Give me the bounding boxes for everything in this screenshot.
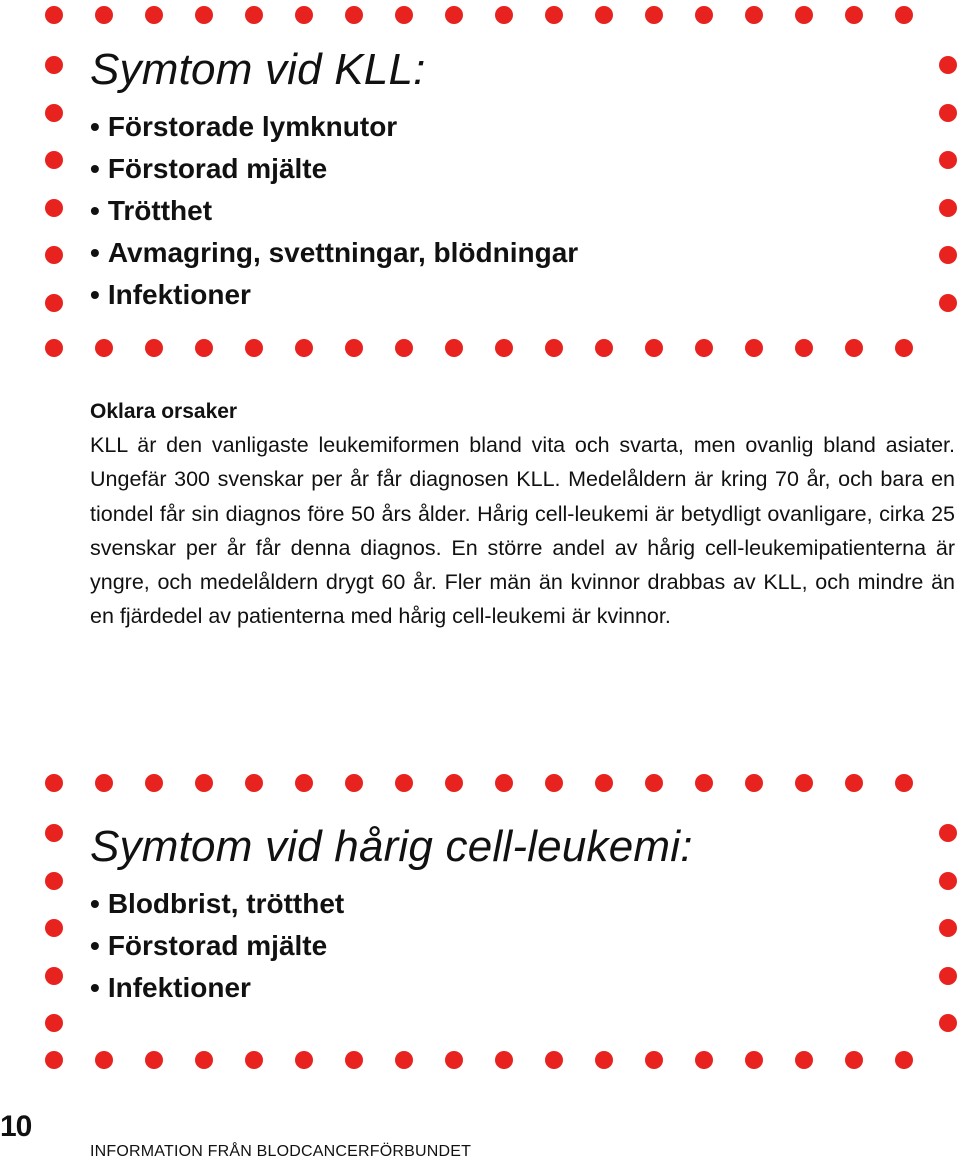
border-dot (745, 1051, 763, 1069)
border-dot (245, 339, 263, 357)
border-dot (245, 774, 263, 792)
border-dot (345, 774, 363, 792)
border-dot (545, 1051, 563, 1069)
border-dot (895, 1051, 913, 1069)
border-dot (695, 1051, 713, 1069)
border-dot (939, 104, 957, 122)
border-dot (895, 6, 913, 24)
border-dot (795, 1051, 813, 1069)
border-dot (45, 774, 63, 792)
border-dot (845, 339, 863, 357)
border-dot (95, 6, 113, 24)
symptom-list (90, 883, 344, 1009)
border-dot (45, 6, 63, 24)
border-dot (45, 1051, 63, 1069)
border-dot (939, 56, 957, 74)
border-dot (645, 6, 663, 24)
border-dot (545, 774, 563, 792)
border-dot (645, 1051, 663, 1069)
border-dot (95, 774, 113, 792)
border-dot (45, 246, 63, 264)
border-dot (495, 339, 513, 357)
border-dot (695, 6, 713, 24)
list-item: • Infektioner (90, 967, 344, 1009)
list-item: • Blodbrist, trötthet (90, 883, 344, 925)
border-dot (145, 6, 163, 24)
list-item: • Infektioner (90, 274, 578, 316)
border-dot (745, 339, 763, 357)
border-dot (145, 774, 163, 792)
border-dot (495, 774, 513, 792)
border-dot (45, 56, 63, 74)
border-dot (939, 151, 957, 169)
border-dot (939, 246, 957, 264)
border-dot (845, 1051, 863, 1069)
border-dot (45, 151, 63, 169)
symptom-list (90, 106, 578, 316)
border-dot (545, 6, 563, 24)
border-dot (145, 1051, 163, 1069)
border-dot (695, 339, 713, 357)
border-dot (45, 872, 63, 890)
border-dot (45, 339, 63, 357)
border-dot (595, 339, 613, 357)
border-dot (195, 1051, 213, 1069)
footer-publication: INFORMATION FRÅN BLODCANCERFÖRBUNDET (90, 1143, 472, 1160)
list-item: • Trötthet (90, 190, 578, 232)
border-dot (595, 6, 613, 24)
border-dot (45, 294, 63, 312)
list-item: • Förstorade lymknutor (90, 106, 578, 148)
page-number: 10 (0, 1110, 32, 1143)
border-dot (195, 339, 213, 357)
border-dot (495, 6, 513, 24)
list-item: • Förstorad mjälte (90, 148, 578, 190)
border-dot (345, 339, 363, 357)
border-dot (845, 774, 863, 792)
border-dot (395, 339, 413, 357)
border-dot (45, 919, 63, 937)
border-dot (45, 199, 63, 217)
border-dot (845, 6, 863, 24)
border-dot (645, 339, 663, 357)
border-dot (95, 339, 113, 357)
section-body: KLL är den vanligaste leukemiformen bland vita och svarta, men ovanlig bland asiater. Ungefär 300 svenskar per år får diagnosen KLL. Medelåldern är kring 70 år, och bara en tiondel får sin diagnos före 50 års ålder. Hårig cell-leukemi är betydligt ovanligare, cirka 25 svenskar per år får denna diagnos. En större andel av hårig cell-leukemipatienterna är yngre, och medelåldern drygt 60 år. Fler män än kvinnor drabbas av KLL, och mindre än en fjärdedel av patienterna med hårig cell-leukemi är kvinnor. (90, 433, 955, 629)
list-item: • Förstorad mjälte (90, 925, 344, 967)
box-title: Symtom vid hårig cell-leukemi: (90, 822, 693, 871)
border-dot (645, 774, 663, 792)
box-title: Symtom vid KLL: (90, 45, 426, 94)
border-dot (345, 6, 363, 24)
border-dot (445, 774, 463, 792)
border-dot (45, 1014, 63, 1032)
section-heading: Oklara orsaker (90, 400, 238, 423)
border-dot (745, 6, 763, 24)
border-dot (95, 1051, 113, 1069)
border-dot (145, 339, 163, 357)
border-dot (245, 6, 263, 24)
border-dot (939, 872, 957, 890)
border-dot (895, 339, 913, 357)
border-dot (195, 774, 213, 792)
border-dot (445, 1051, 463, 1069)
border-dot (939, 199, 957, 217)
border-dot (45, 104, 63, 122)
border-dot (195, 6, 213, 24)
border-dot (595, 1051, 613, 1069)
border-dot (939, 919, 957, 937)
border-dot (245, 1051, 263, 1069)
border-dot (595, 774, 613, 792)
border-dot (939, 967, 957, 985)
border-dot (295, 774, 313, 792)
border-dot (295, 339, 313, 357)
list-item: • Avmagring, svettningar, blödningar (90, 232, 578, 274)
border-dot (745, 774, 763, 792)
border-dot (495, 1051, 513, 1069)
border-dot (295, 1051, 313, 1069)
border-dot (695, 774, 713, 792)
border-dot (795, 774, 813, 792)
border-dot (939, 1014, 957, 1032)
border-dot (45, 824, 63, 842)
border-dot (445, 339, 463, 357)
border-dot (395, 6, 413, 24)
border-dot (545, 339, 563, 357)
border-dot (939, 824, 957, 842)
border-dot (45, 967, 63, 985)
border-dot (345, 1051, 363, 1069)
border-dot (445, 6, 463, 24)
border-dot (795, 6, 813, 24)
border-dot (895, 774, 913, 792)
border-dot (395, 1051, 413, 1069)
border-dot (395, 774, 413, 792)
border-dot (295, 6, 313, 24)
border-dot (939, 294, 957, 312)
border-dot (795, 339, 813, 357)
